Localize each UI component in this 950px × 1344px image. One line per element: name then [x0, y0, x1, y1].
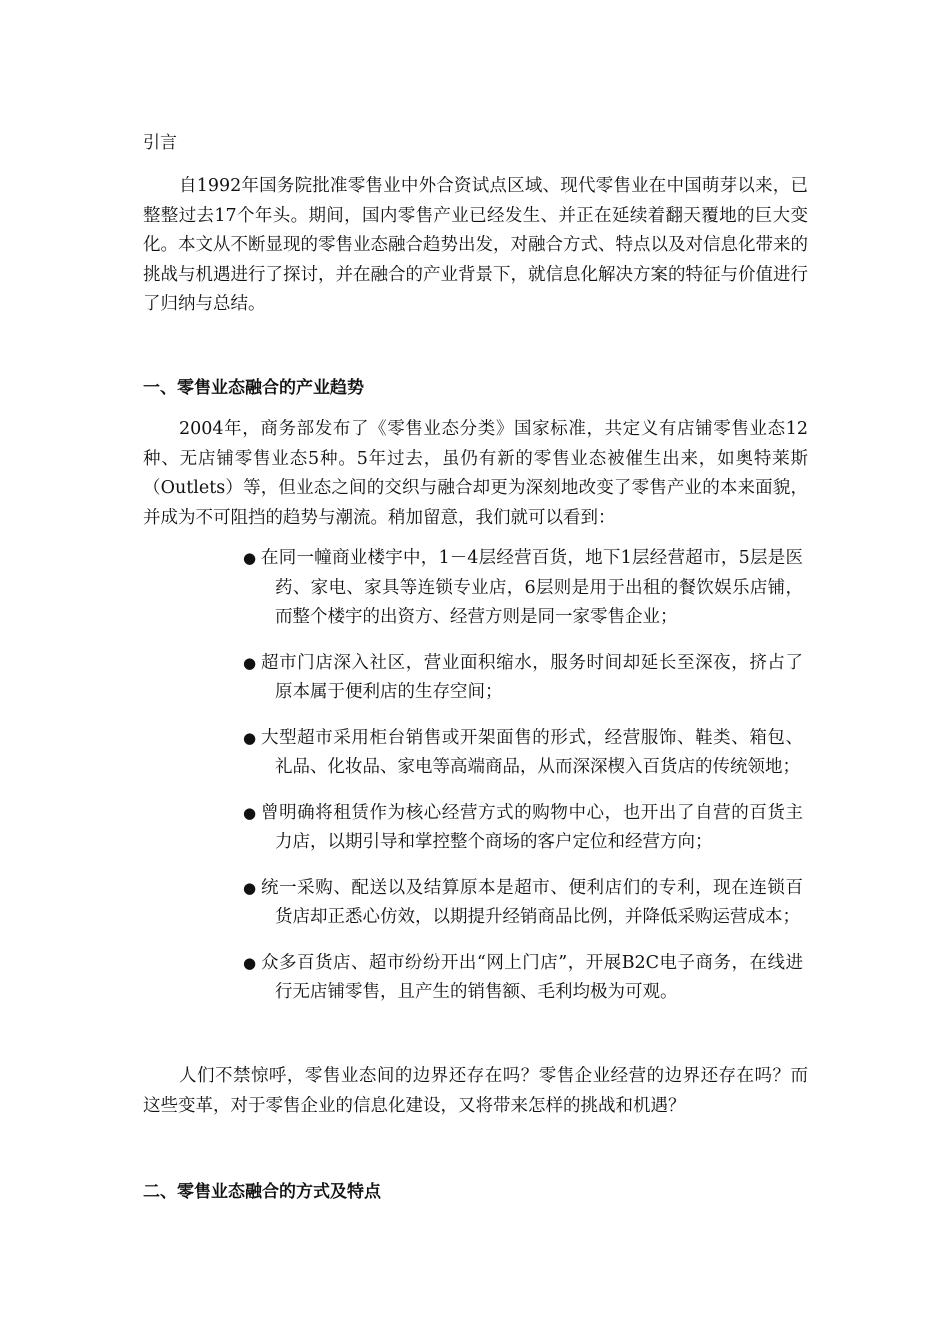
- section1-paragraph: 2004年，商务部发布了《零售业态分类》国家标准，共定义有店铺零售业态12种、无店铺零售业态5种。5年过去，虽仍有新的零售业态被催生出来，如奥特莱斯（Outlets）等，但业态之间的交织与融合却更为深刻地改变了零售产业的本来面貌，并成为不可阻挡的趋势与潮流。稍加留意，我们就可以看到：: [143, 419, 808, 528]
- list-item-text: 超市门店深入社区，营业面积缩水，服务时间却延长至深夜，挤占了原本属于便利店的生存空间；: [261, 652, 803, 702]
- list-item: [243, 724, 803, 783]
- list-item: [243, 799, 803, 858]
- bullet-list: [243, 544, 803, 1024]
- bullet-dot-icon: ●: [243, 653, 257, 672]
- list-item-text: 曾明确将租赁作为核心经营方式的购物中心，也开出了自营的百货主力店，以期引导和掌控整个商场的客户定位和经营方向；: [261, 802, 803, 852]
- bullet-dot-icon: ●: [243, 728, 257, 747]
- list-item-text: 众多百货店、超市纷纷开出“网上门店”，开展B2C电子商务，在线进行无店铺零售，且产生的销售额、毛利均极为可观。: [261, 952, 803, 1002]
- intro-heading: 引言: [143, 133, 177, 153]
- list-item: [243, 949, 803, 1008]
- section2-heading: 二、零售业态融合的方式及特点: [143, 1182, 381, 1202]
- intro-paragraph: 自1992年国务院批准零售业中外合资试点区域、现代零售业在中国萌芽以来，已整整过去17个年头。期间，国内零售产业已经发生、并正在延续着翻天覆地的巨大变化。本文从不断显现的零售业态融合趋势出发，对融合方式、特点以及对信息化带来的挑战与机遇进行了探讨，并在融合的产业背景下，就信息化解决方案的特征与价值进行了归纳与总结。: [143, 176, 808, 314]
- bullet-dot-icon: ●: [243, 878, 257, 897]
- section1-closing-paragraph: 人们不禁惊呼，零售业态间的边界还存在吗？零售企业经营的边界还存在吗？而这些变革，对于零售企业的信息化建设，又将带来怎样的挑战和机遇？: [143, 1066, 808, 1116]
- section1-heading: 一、零售业态融合的产业趋势: [143, 378, 364, 398]
- list-item: [243, 544, 803, 633]
- list-item: [243, 649, 803, 708]
- list-item-text: 在同一幢商业楼宇中，1－4层经营百货，地下1层经营超市，5层是医药、家电、家具等连锁专业店，6层则是用于出租的餐饮娱乐店铺，而整个楼宇的出资方、经营方则是同一家零售企业；: [261, 548, 803, 627]
- bullet-dot-icon: ●: [243, 803, 257, 822]
- list-item-text: 统一采购、配送以及结算原本是超市、便利店们的专利，现在连锁百货店却正悉心仿效，以期提升经销商品比例，并降低采购运营成本；: [261, 877, 803, 927]
- list-item: [243, 874, 803, 933]
- list-item-text: 大型超市采用柜台销售或开架面售的形式，经营服饰、鞋类、箱包、礼品、化妆品、家电等高端商品，从而深深楔入百货店的传统领地；: [261, 727, 803, 777]
- bullet-dot-icon: ●: [243, 549, 257, 567]
- bullet-dot-icon: ●: [243, 953, 257, 972]
